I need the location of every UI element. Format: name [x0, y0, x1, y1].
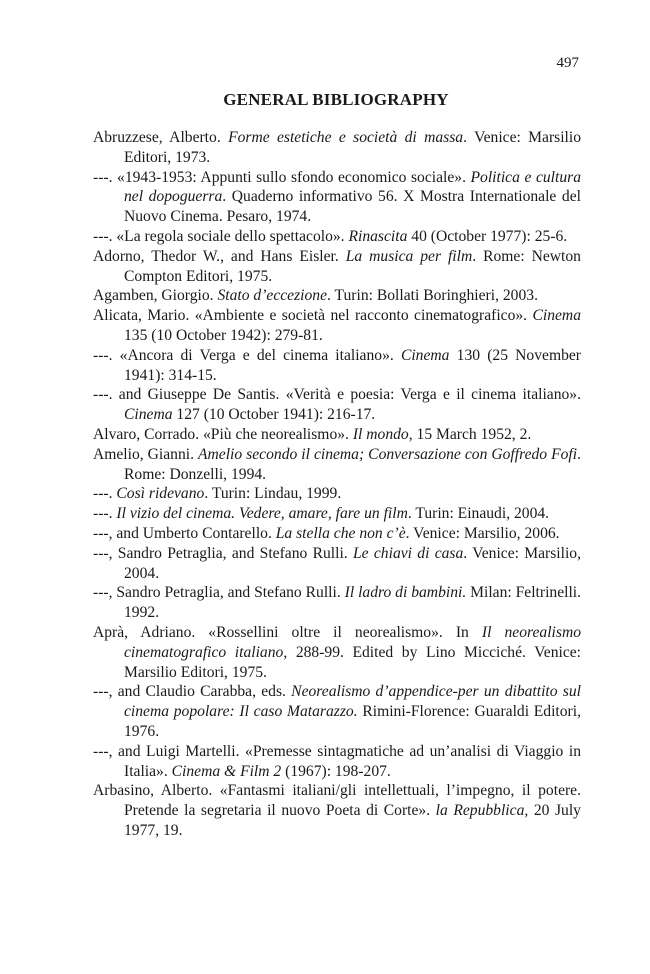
entry-title-text: Cinema [124, 406, 173, 424]
bibliography-entry [93, 445, 581, 485]
entry-text: ---, Sandro Petraglia, and Stefano Rulli. [93, 544, 353, 562]
bibliography-entry [93, 623, 581, 682]
bibliography-entry [93, 504, 581, 524]
entry-title-text: Cinema & Film 2 [171, 762, 282, 780]
bibliography-entry [93, 742, 581, 782]
entry-title-text: Cinema [400, 346, 450, 364]
entry-text: 135 (10 October 1942): 279-81. [124, 326, 323, 344]
entry-text: Adorno, Thedor W., and Hans Eisler. [93, 247, 346, 265]
entry-title-text: Il neorealismo cinematografico italiano [124, 623, 581, 661]
entry-text: 130 (25 November 1941): 314-15. [124, 346, 581, 384]
entry-title-text: La stella che non c’è [275, 524, 406, 542]
entry-text: ---. and Giuseppe De Santis. «Verità e poesia: Verga e il cinema italiano». [93, 386, 581, 404]
entry-title-text: Rinascita [348, 227, 408, 245]
entry-title-text: Politica e cultura nel dopoguerra [124, 168, 581, 206]
entry-text: . Venice: Marsilio, 2006. [405, 524, 560, 542]
entry-title-text: Amelio secondo il cinema; Conversazione con Goffredo Fofi [198, 445, 578, 463]
entry-text: ---. [93, 485, 117, 503]
bibliography-entry [93, 346, 581, 386]
bibliography-entry [93, 247, 581, 287]
bibliography-entry [93, 286, 581, 306]
entry-text: ---, and Claudio Carabba, eds. [93, 683, 292, 701]
entry-title-text: Così ridevano [116, 485, 205, 503]
entry-title-text: Cinema [532, 307, 581, 325]
entry-text: . Rome: Newton Compton Editori, 1975. [124, 247, 581, 285]
entry-text: Alvaro, Corrado. «Più che neorealismo». [93, 425, 353, 443]
entry-text: . Quaderno informativo 56. X Mostra Internationale del Nuovo Cinema. Pesaro, 1974. [124, 188, 581, 226]
entry-title-text: la Repubblica, [435, 802, 529, 820]
entry-text: Rimini-Florence: Guaraldi Editori, 1976. [124, 703, 581, 740]
entry-text: . Turin: Lindau, 1999. [204, 485, 342, 503]
entry-title-text: Le chiavi di casa [353, 544, 464, 562]
bibliography-entry [93, 781, 581, 840]
page-title: GENERAL BIBLIOGRAPHY [223, 90, 449, 109]
bibliography-entry [93, 682, 581, 741]
entry-text: (1967): 198-207. [281, 762, 391, 780]
entry-text: 40 (October 1977): 25-6. [407, 227, 568, 245]
entry-title-text: Stato d’eccezione [217, 287, 327, 305]
bibliography-entry [93, 544, 581, 584]
bibliography-entry [93, 583, 581, 623]
entry-text: ---, Sandro Petraglia, and Stefano Rulli. [93, 584, 345, 602]
entry-text: Amelio, Gianni. [93, 445, 199, 463]
entry-text: . Venice: Marsilio, 2004. [124, 544, 582, 582]
entry-text: . Turin: Bollati Boringhieri, 2003. [327, 287, 538, 305]
entry-text: 127 (10 October 1941): 216-17. [172, 406, 376, 424]
entry-title-text: Forme estetiche e società di massa [228, 129, 464, 146]
entry-text: , 288-99. Edited by Lino Micciché. Venice: Marsilio Editori, 1975. [124, 643, 581, 681]
page-number: 497 [556, 55, 579, 71]
entry-text: . Venice: Marsilio Editori, 1973. [124, 129, 582, 166]
entry-text: Aprà, Adriano. «Rossellini oltre il neorealismo». In [93, 623, 482, 641]
bibliography-entry [93, 425, 581, 445]
entry-text: 20 July 1977, 19. [124, 802, 581, 839]
bibliography-entry [93, 168, 581, 227]
entry-title-text: La musica per film [345, 247, 473, 265]
entry-title-text: Neorealismo d’appendice-per un dibattito sul cinema popolare: Il caso Matarazzo. [124, 683, 581, 721]
entry-text: ---. «1943-1953: Appunti sullo sfondo economico sociale». [93, 168, 471, 186]
entry-text: ---. «Ancora di Verga e del cinema italiano». [93, 346, 401, 364]
entry-text: ---. [93, 505, 117, 523]
entry-text: Agamben, Giorgio. [93, 287, 218, 305]
bibliography-entry [93, 128, 581, 168]
entry-text: Abruzzese, Alberto. [93, 129, 229, 146]
bibliography-entry [93, 484, 581, 504]
entry-text: Milan: Feltrinelli. 1992. [124, 584, 582, 622]
entry-text: . Rome: Donzelli, 1994. [124, 445, 581, 483]
entry-text: ---, and Umberto Contarello. [93, 524, 276, 542]
entry-text: ---, and Luigi Martelli. «Premesse sintagmatiche ad un’analisi di Viaggio in Italia». [93, 742, 581, 780]
bibliography-entry [93, 385, 581, 425]
entry-text: Arbasino, Alberto. «Fantasmi italiani/gli intellettuali, l’impegno, il potere. Pretende la segretaria il nuovo Poeta di Corte». [93, 782, 581, 820]
entry-text: . Turin: Einaudi, 2004. [407, 505, 550, 523]
entry-title-text: Il vizio del cinema. Vedere, amare, fare un film [116, 505, 408, 523]
bibliography-entry [93, 306, 581, 346]
entry-title-text: Il ladro di bambini. [344, 584, 467, 602]
bibliography-entry [93, 524, 581, 544]
entry-text: ---. «La regola sociale dello spettacolo». [93, 227, 349, 245]
bibliography-entry [93, 227, 581, 247]
entry-text: Alicata, Mario. «Ambiente e società nel racconto cinematografico». [93, 307, 533, 325]
entry-title-text: Il mondo [352, 425, 409, 443]
bibliography-list [93, 128, 581, 841]
entry-text: , 15 March 1952, 2. [408, 425, 532, 443]
